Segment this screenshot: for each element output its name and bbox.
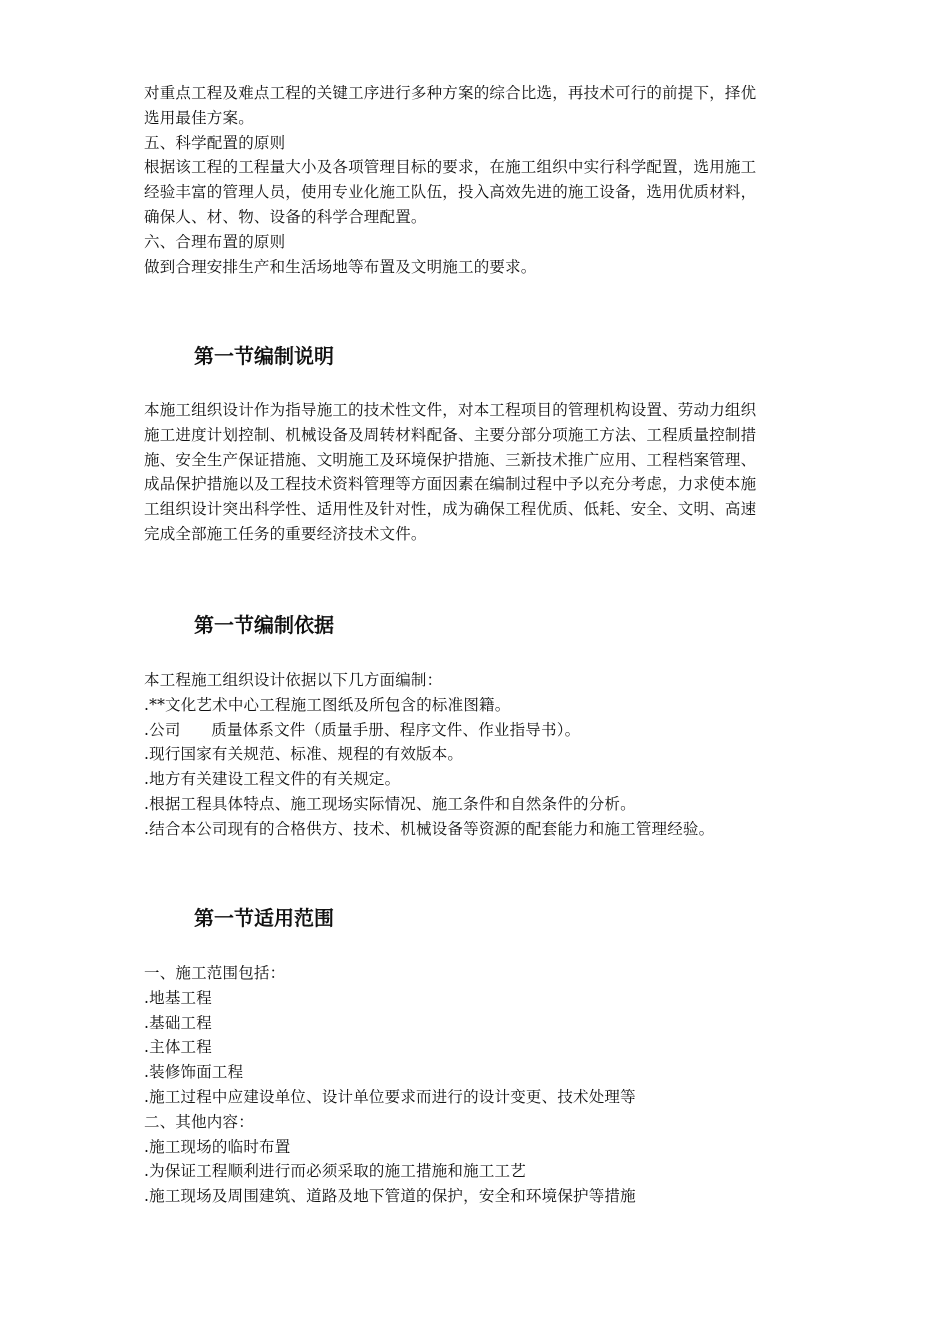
list-item: .地基工程 — [144, 988, 212, 1007]
section-body-scope — [144, 961, 810, 1209]
section-heading-scope: 第一节适用范围 — [194, 906, 334, 930]
list-item: .结合本公司现有的合格供方、技术、机械设备等资源的配套能力和施工管理经验。 — [144, 819, 715, 838]
text-line: 施工进度计划控制、机械设备及周转材料配备、主要分部分项施工方法、工程质量控制措 — [144, 425, 757, 444]
text-line: 做到合理安排生产和生活场地等布置及文明施工的要求。 — [144, 257, 537, 276]
list-item: .施工过程中应建设单位、设计单位要求而进行的设计变更、技术处理等 — [144, 1087, 636, 1106]
list-item: .施工现场及周围建筑、道路及地下管道的保护，安全和环境保护等措施 — [144, 1187, 636, 1206]
section-body-compilation-notes — [144, 398, 810, 547]
intro-paragraphs — [144, 81, 810, 279]
text-line: 一、施工范围包括： — [144, 964, 286, 982]
section-heading-compilation-basis: 第一节编制依据 — [194, 613, 334, 637]
text-line: 六、合理布置的原则 — [144, 232, 286, 251]
text-line: 对重点工程及难点工程的关键工序进行多种方案的综合比选，再技术可行的前提下，择优 — [144, 84, 757, 102]
list-item: .根据工程具体特点、施工现场实际情况、施工条件和自然条件的分析。 — [144, 794, 636, 813]
list-item: .为保证工程顺利进行而必须采取的施工措施和施工工艺 — [144, 1162, 526, 1181]
list-item: .公司 质量体系文件（质量手册、程序文件、作业指导书）。 — [144, 720, 581, 739]
list-item: .基础工程 — [144, 1013, 212, 1032]
text-line: 本工程施工组织设计依据以下几方面编制： — [144, 671, 443, 689]
text-line: 施、安全生产保证措施、文明施工及环境保护措施、三新技术推广应用、工程档案管理、 — [144, 450, 757, 469]
text-line: 选用最佳方案。 — [144, 108, 254, 127]
text-line: 经验丰富的管理人员，使用专业化施工队伍，投入高效先进的施工设备，选用优质材料， — [144, 183, 757, 202]
text-line: 根据该工程的工程量大小及各项管理目标的要求，在施工组织中实行科学配置，选用施工 — [144, 158, 757, 177]
text-line: 确保人、材、物、设备的科学合理配置。 — [144, 207, 427, 226]
text-line: 二、其他内容： — [144, 1112, 254, 1131]
list-item: .装修饰面工程 — [144, 1063, 244, 1082]
text-line: 五、科学配置的原则 — [144, 133, 286, 152]
list-item: .地方有关建设工程文件的有关规定。 — [144, 770, 401, 789]
list-item: .主体工程 — [144, 1038, 212, 1057]
text-line: 成品保护措施以及工程技术资料管理等方面因素在编制过程中予以充分考虑，力求使本施 — [144, 475, 757, 494]
list-item: .现行国家有关规范、标准、规程的有效版本。 — [144, 745, 464, 764]
list-item: .**文化艺术中心工程施工图纸及所包含的标准图籍。 — [144, 695, 511, 714]
text-line: 工组织设计突出科学性、适用性及针对性，成为确保工程优质、低耗、安全、文明、高速 — [144, 500, 757, 519]
section-body-compilation-basis — [144, 668, 810, 842]
section-heading-compilation-notes: 第一节编制说明 — [194, 344, 334, 368]
text-line: 完成全部施工任务的重要经济技术文件。 — [144, 524, 427, 543]
list-item: .施工现场的临时布置 — [144, 1137, 291, 1156]
text-line: 本施工组织设计作为指导施工的技术性文件，对本工程项目的管理机构设置、劳动力组织 — [144, 401, 757, 419]
